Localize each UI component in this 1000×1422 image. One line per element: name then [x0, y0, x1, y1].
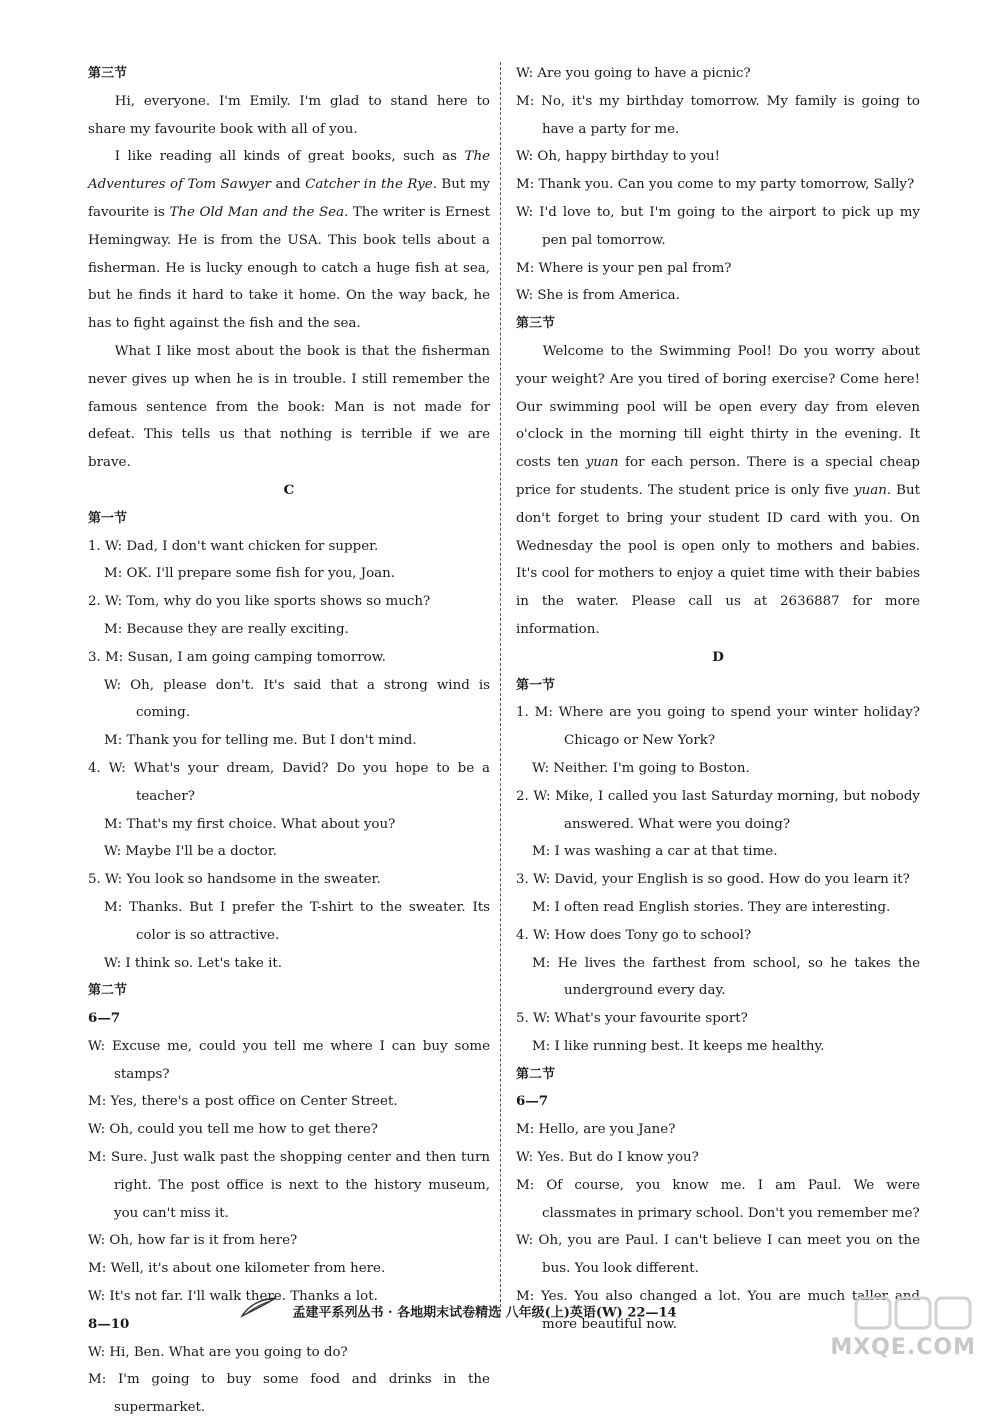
dialog-line [88, 560, 490, 588]
dialog-text: M: I like running best. It keeps me healthy. [532, 1038, 825, 1054]
dialog-text: W: David, your English is so good. How do you learn it? [533, 872, 910, 888]
dialog [88, 1339, 490, 1422]
dialog-line [516, 922, 920, 950]
dialog-line [88, 588, 490, 616]
dialog-text: M: Because they are really exciting. [104, 621, 349, 637]
quill-logo-icon [240, 1296, 278, 1330]
paragraph: Hi, everyone. I'm Emily. I'm glad to stand here to share my favourite book with all of you. [88, 93, 490, 137]
question-range: 6—7 [516, 1093, 549, 1110]
dialog-line [516, 1005, 920, 1033]
dialog-line [516, 783, 920, 839]
dialog-text: W: You look so handsome in the sweater. [105, 872, 381, 888]
dialog-text: M: Thank you for telling me. But I don't mind. [104, 733, 417, 749]
dialog-text: W: Mike, I called you last Saturday morning, but nobody answered. What were you doing? [533, 788, 920, 832]
dialog-text: M: Susan, I am going camping tomorrow. [105, 649, 386, 665]
question-range: 6—7 [88, 1010, 121, 1027]
dialog-line: M: No, it's my birthday tomorrow. My family is going to have a party for me. [516, 93, 920, 137]
column-divider [500, 62, 501, 1312]
dialog-line: W: Yes. But do I know you? [516, 1150, 699, 1166]
dialog-text: W: Tom, why do you like sports shows so much? [105, 594, 431, 610]
dialog-line: M: Of course, you know me. I am Paul. We were classmates in primary school. Don't you remember me? [516, 1177, 920, 1221]
question-number: 4. [88, 760, 101, 776]
dialog-line [516, 894, 920, 922]
question-number: 1. [516, 705, 529, 721]
dialog-line: M: Thank you. Can you come to my party tomorrow, Sally? [516, 177, 915, 193]
dialog-line [88, 727, 490, 755]
question-number: 4. [516, 927, 529, 943]
section-heading: 第一节 [88, 510, 128, 526]
footer-text: 孟建平系列丛书 · 各地期末试卷精选 八年级(上)英语(W) 22—14 [292, 1305, 677, 1321]
dialog-line: M: Yes, there's a post office on Center Street. [88, 1094, 398, 1110]
paragraph: What I like most about the book is that the fisherman never gives up when he is in trouble. I still remember the famous sentence from the book: Man is not made for defeat. This tells us that nothing is terrible if we are brave. [88, 343, 490, 471]
question-number: 3. [516, 872, 529, 888]
paragraph: Welcome to the Swimming Pool! Do you worry about your weight? Are you tired of boring exercise? Come here! Our swimming pool will be open every day from eleven o'clock in the morning till eight thirty in the evening. It costs ten yuan for each person. There is a special cheap price for students. The student price is only five yuan. But don't forget to bring your student ID card with you. On Wednesday the pool is open only to mothers and babies. It's cool for mothers to enjoy a quiet time with their babies in the water. Please call us at 2636887 for more information. [516, 343, 920, 637]
dialog-text: M: I was washing a car at that time. [532, 844, 778, 860]
dialog-line: M: I'm going to buy some food and drinks in the supermarket. [88, 1372, 490, 1416]
dialog-line: W: I'd love to, but I'm going to the airport to pick up my pen pal tomorrow. [516, 204, 920, 248]
currency-word: yuan [585, 455, 619, 471]
dialog-text: M: I often read English stories. They are interesting. [532, 899, 891, 915]
dialog-text: W: I think so. Let's take it. [104, 955, 282, 971]
book-title: The Adventures of Tom Sawyer [88, 149, 490, 193]
dialog-line [88, 811, 490, 839]
question-number: 1. [88, 538, 101, 554]
section-heading: 第二节 [516, 1066, 556, 1082]
dialog-text: M: Thanks. But I prefer the T-shirt to the sweater. Its color is so attractive. [104, 899, 490, 943]
dialog-line [516, 1033, 920, 1061]
dialog-line [88, 644, 490, 672]
left-column [88, 60, 490, 1422]
dialog-line [88, 755, 490, 811]
dialog-line: W: Oh, happy birthday to you! [516, 149, 721, 165]
dialog-text: W: Neither. I'm going to Boston. [532, 760, 750, 776]
dialog-text: W: Maybe I'll be a doctor. [104, 844, 277, 860]
dialog-line [516, 755, 920, 783]
page-footer [240, 1296, 840, 1326]
dialog-line: W: Oh, you are Paul. I can't believe I can meet you on the bus. You look different. [516, 1233, 920, 1277]
dialog-line: W: It's not far. I'll walk there. Thanks a lot. [88, 1289, 378, 1305]
dialog-line: M: Hello, are you Jane? [516, 1122, 676, 1138]
dialog-line: W: Oh, could you tell me how to get there? [88, 1122, 378, 1138]
dialog-text: W: What's your dream, David? Do you hope to be a teacher? [108, 760, 490, 804]
dialog-text: M: That's my first choice. What about you? [104, 816, 396, 832]
dialog-line [88, 838, 490, 866]
dialog-text: M: He lives the farthest from school, so he takes the underground every day. [532, 955, 920, 999]
dialog-line [88, 672, 490, 728]
book-title: Catcher in the Rye [305, 177, 433, 193]
dialog-text: W: Dad, I don't want chicken for supper. [105, 538, 379, 554]
question-number: 5. [516, 1011, 529, 1027]
question-number: 3. [88, 649, 101, 665]
section-letter: C [283, 481, 295, 498]
dialog-line: M: Well, it's about one kilometer from here. [88, 1261, 386, 1277]
dialog-text: W: Oh, please don't. It's said that a strong wind is coming. [104, 677, 490, 721]
dialog-line: M: Where is your pen pal from? [516, 260, 732, 276]
dialog-line [88, 866, 490, 894]
question-number: 2. [88, 594, 101, 610]
dialog-text: M: OK. I'll prepare some fish for you, Joan. [104, 566, 396, 582]
currency-word: yuan [854, 482, 887, 498]
dialog-line: W: Excuse me, could you tell me where I can buy some stamps? [88, 1038, 490, 1082]
dialog-line [88, 950, 490, 978]
dialog-line [88, 533, 490, 561]
question-number: 2. [516, 788, 529, 804]
dialog-line: W: Oh, how far is it from here? [88, 1233, 298, 1249]
section-heading: 第一节 [516, 677, 556, 693]
book-title: The Old Man and the Sea [169, 204, 345, 220]
dialog [516, 60, 920, 310]
question-range: 8—10 [88, 1315, 130, 1332]
section-heading: 第三节 [88, 66, 128, 81]
dialog-line: W: Are you going to have a picnic? [516, 66, 751, 81]
dialog-text: W: What's your favourite sport? [533, 1011, 748, 1027]
watermark [830, 1294, 986, 1364]
dialog [88, 1033, 490, 1311]
right-column [516, 60, 920, 1339]
dialog-line: M: Sure. Just walk past the shopping center and then turn right. The post office is next to the history museum, you can't miss it. [88, 1150, 490, 1221]
dialog-text: M: Where are you going to spend your winter holiday? Chicago or New York? [534, 705, 920, 749]
paragraph: I like reading all kinds of great books, such as The Adventures of Tom Sawyer and Catcher in the Rye. But my favourite is The Old Man and the Sea. The writer is Ernest Hemingway. He is from the USA. This book tells about a fisherman. He is lucky enough to catch a huge fish at sea, but he finds it hard to take it home. On the way back, he has to fight against the fish and the sea. [88, 149, 491, 332]
dialog-line: W: Hi, Ben. What are you going to do? [88, 1344, 348, 1360]
dialog-line [516, 838, 920, 866]
numbered-dialog-list [88, 533, 490, 978]
dialog-line: W: She is from America. [516, 288, 680, 304]
watermark-text: MXQE.COM [830, 1335, 976, 1360]
dialog-line [516, 950, 920, 1006]
section-heading: 第二节 [88, 983, 128, 999]
section-letter: D [712, 648, 724, 665]
dialog-text: W: How does Tony go to school? [533, 927, 752, 943]
question-number: 5. [88, 872, 101, 888]
dialog-line [516, 699, 920, 755]
dialog-line: M: Yes. You also changed a lot. You are much taller and more beautiful now. [516, 1289, 920, 1332]
numbered-dialog-list [516, 699, 920, 1060]
dialog-line [516, 866, 920, 894]
dialog-line [88, 894, 490, 950]
section-heading: 第三节 [516, 316, 556, 332]
dialog-line [88, 616, 490, 644]
